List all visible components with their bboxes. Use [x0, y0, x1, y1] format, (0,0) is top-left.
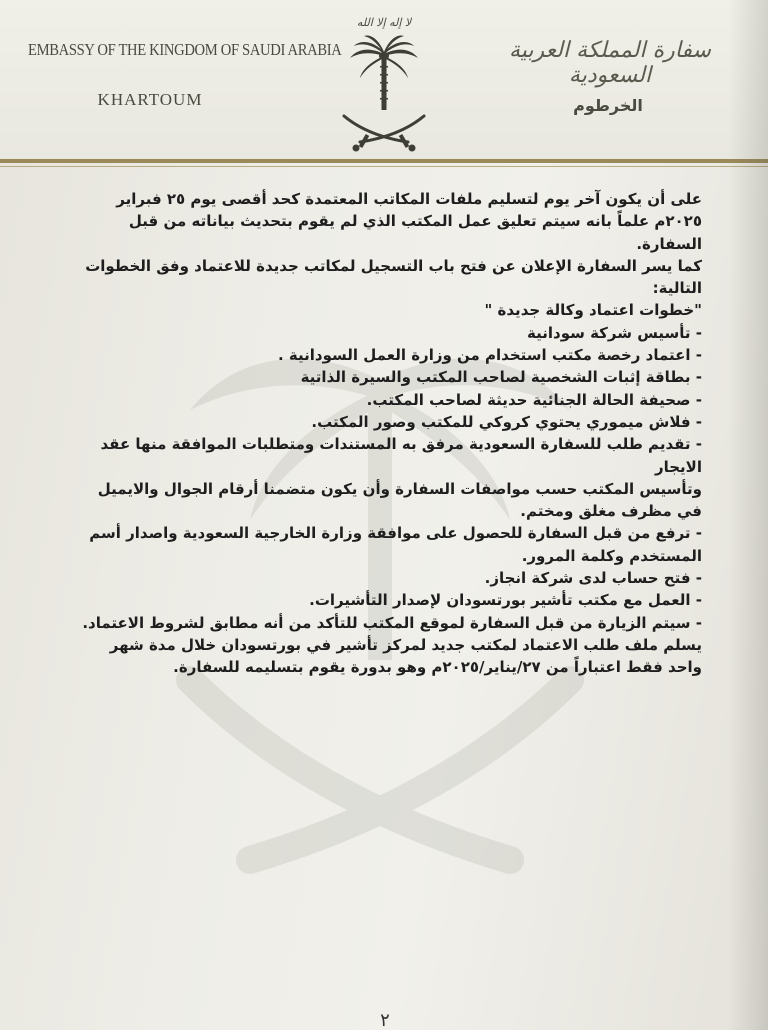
- body-line: واحد فقط اعتباراً من ٢٧/يناير/٢٠٢٥م وهو بدورة يقوم بتسليمه للسفارة.: [173, 658, 702, 677]
- letterhead: [0, 0, 768, 160]
- body-line: ٢٠٢٥م علماً بانه سيتم تعليق عمل المكتب الذي لم يقوم بتحديث بياناته من قبل السفارة.: [128, 212, 702, 253]
- letter-body: [62, 188, 702, 679]
- body-line: كما يسر السفارة الإعلان عن فتح باب التسجيل لمكاتب جديدة للاعتماد وفق الخطوات: [85, 256, 702, 275]
- body-line: على أن يكون آخر يوم لتسليم ملفات المكاتب المعتمدة كحد أقصى يوم ٢٥ فبراير: [116, 190, 702, 208]
- step-item: - تأسيس شركة سودانية: [527, 323, 702, 342]
- step-item: - فتح حساب لدى شركة انجاز.: [484, 569, 702, 588]
- step-item: - فلاش ميموري يحتوي كروكي للمكتب وصور المكتب.: [311, 412, 702, 431]
- step-item-continued: المستخدم وكلمة المرور.: [521, 546, 702, 565]
- city-english: KHARTOUM: [97, 90, 203, 109]
- step-item-continued: في مظرف مغلق ومختم.: [520, 502, 702, 521]
- steps-heading: "خطوات اعتماد وكالة جديدة ": [484, 301, 702, 320]
- step-item: - تقديم طلب للسفارة السعودية مرفق به المستندات ومتطلبات الموافقة منها عقد الايجار: [100, 435, 702, 476]
- letterhead-rule: [0, 159, 768, 163]
- step-item: - ترفع من قبل السفارة للحصول على موافقة وزارة الخارجية السعودية واصدار أسم: [89, 524, 702, 543]
- step-item-continued: وتأسيس المكتب حسب مواصفات السفارة وأن يكون متضمنا أرقام الجوال والايميل: [97, 479, 702, 498]
- body-line: يسلم ملف طلب الاعتماد لمكتب جديد لمركز تأشير في بورتسودان خلال مدة شهر: [109, 635, 702, 654]
- body-line: التالية:: [652, 279, 702, 298]
- step-item: - سيتم الزيارة من قبل السفارة لموقع المكتب للتأكد من أنه مطابق لشروط الاعتماد.: [82, 613, 702, 632]
- step-item: - بطاقة إثبات الشخصية لصاحب المكتب والسيرة الذاتية: [300, 368, 702, 387]
- saudi-emblem-icon: [338, 6, 430, 156]
- step-item: - اعتماد رخصة مكتب استخدام من وزارة العمل السودانية .: [278, 346, 702, 365]
- city-arabic: الخرطوم: [573, 96, 643, 115]
- svg-text:لا إله إلا الله: لا إله إلا الله: [356, 16, 412, 29]
- page-number: ٢: [380, 1010, 390, 1030]
- step-item: - العمل مع مكتب تأشير بورتسودان لإصدار التأشيرات.: [309, 591, 702, 610]
- letterhead-rule-thin: [0, 166, 768, 167]
- step-item: - صحيفة الحالة الجنائية حديثة لصاحب المكتب.: [366, 390, 702, 409]
- page-edge-shadow: [728, 0, 768, 1030]
- embassy-name-english: EMBASSY OF THE KINGDOM OF SAUDI ARABIA: [28, 40, 342, 59]
- embassy-name-arabic: سفارة المملكة العربية السعودية: [508, 38, 711, 88]
